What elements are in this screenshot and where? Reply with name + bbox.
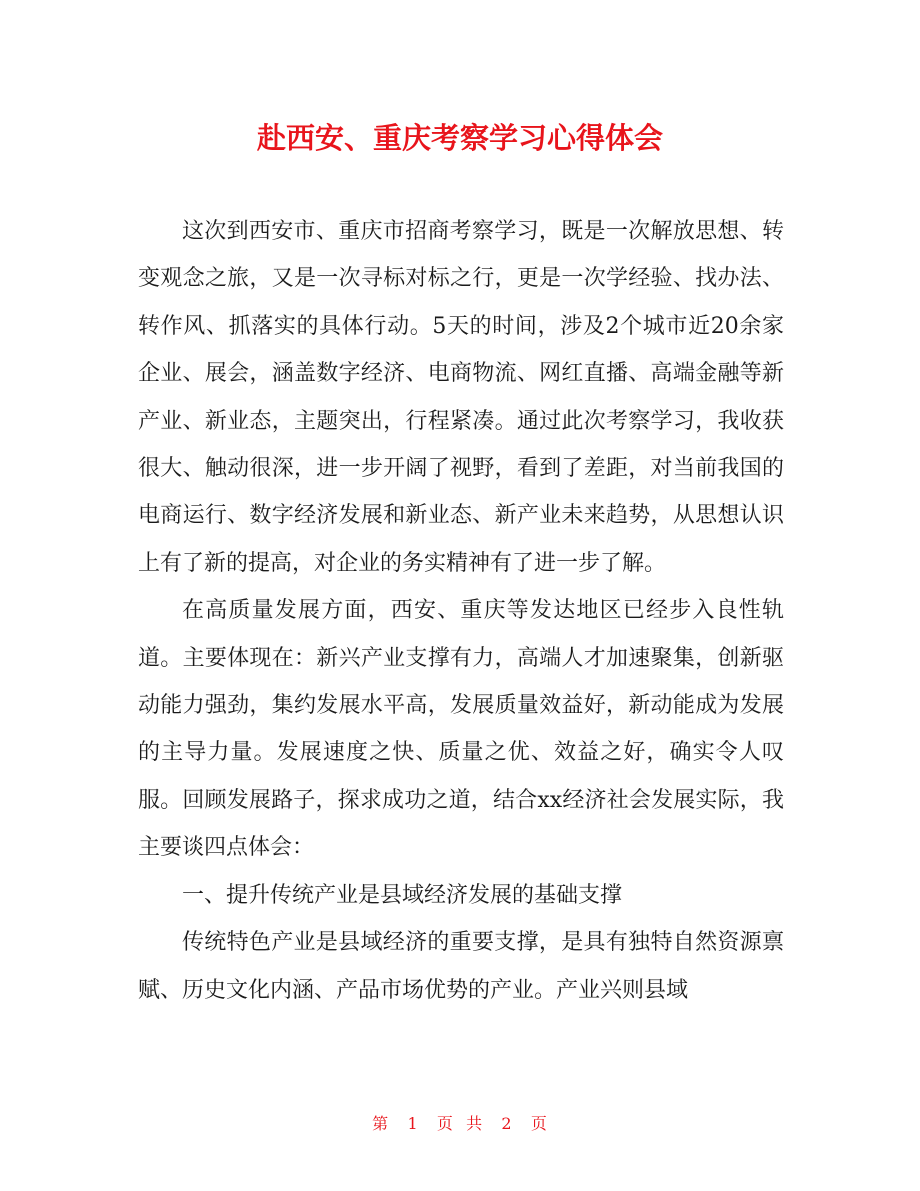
footer-prefix: 第 (372, 1114, 390, 1133)
footer-middle: 页 共 (436, 1114, 484, 1133)
footer-total-pages: 2 (501, 1114, 513, 1133)
paragraph-section-1: 传统特色产业是县域经济的重要支撑，是具有独特自然资源禀赋、历史文化内涵、产品市场优势的产业。产业兴则县域 (138, 930, 784, 1003)
footer-current-page: 1 (407, 1114, 419, 1133)
footer-suffix: 页 (530, 1114, 548, 1133)
document-body (138, 208, 784, 1014)
page-footer (0, 1112, 920, 1136)
paragraph-intro: 这次到西安市、重庆市招商考察学习，既是一次解放思想、转变观念之旅，又是一次寻标对标之行，更是一次学经验、找办法、转作风、抓落实的具体行动。5天的时间，涉及2个城市近20余家企业、展会，涵盖数字经济、电商物流、网红直播、高端金融等新产业、新业态，主题突出，行程紧凑。通过此次考察学习，我收获很大、触动很深，进一步开阔了视野，看到了差距，对当前我国的电商运行、数字经济发展和新业态、新产业未来趋势，从思想认识上有了新的提高，对企业的务实精神有了进一步了解。 (138, 219, 784, 576)
document-title: 赴西安、重庆考察学习心得体会 (256, 121, 663, 155)
paragraph-development: 在高质量发展方面，西安、重庆等发达地区已经步入良性轨道。主要体现在：新兴产业支撑有力，高端人才加速聚集，创新驱动能力强劲，集约发展水平高，发展质量效益好，新动能成为发展的主导力量。发展速度之快、质量之优、效益之好，确实令人叹服。回顾发展路子，探求成功之道，结合xx经济社会发展实际，我主要谈四点体会： (138, 598, 784, 861)
section-heading-1: 一、提升传统产业是县域经济发展的基础支撑 (182, 882, 623, 908)
